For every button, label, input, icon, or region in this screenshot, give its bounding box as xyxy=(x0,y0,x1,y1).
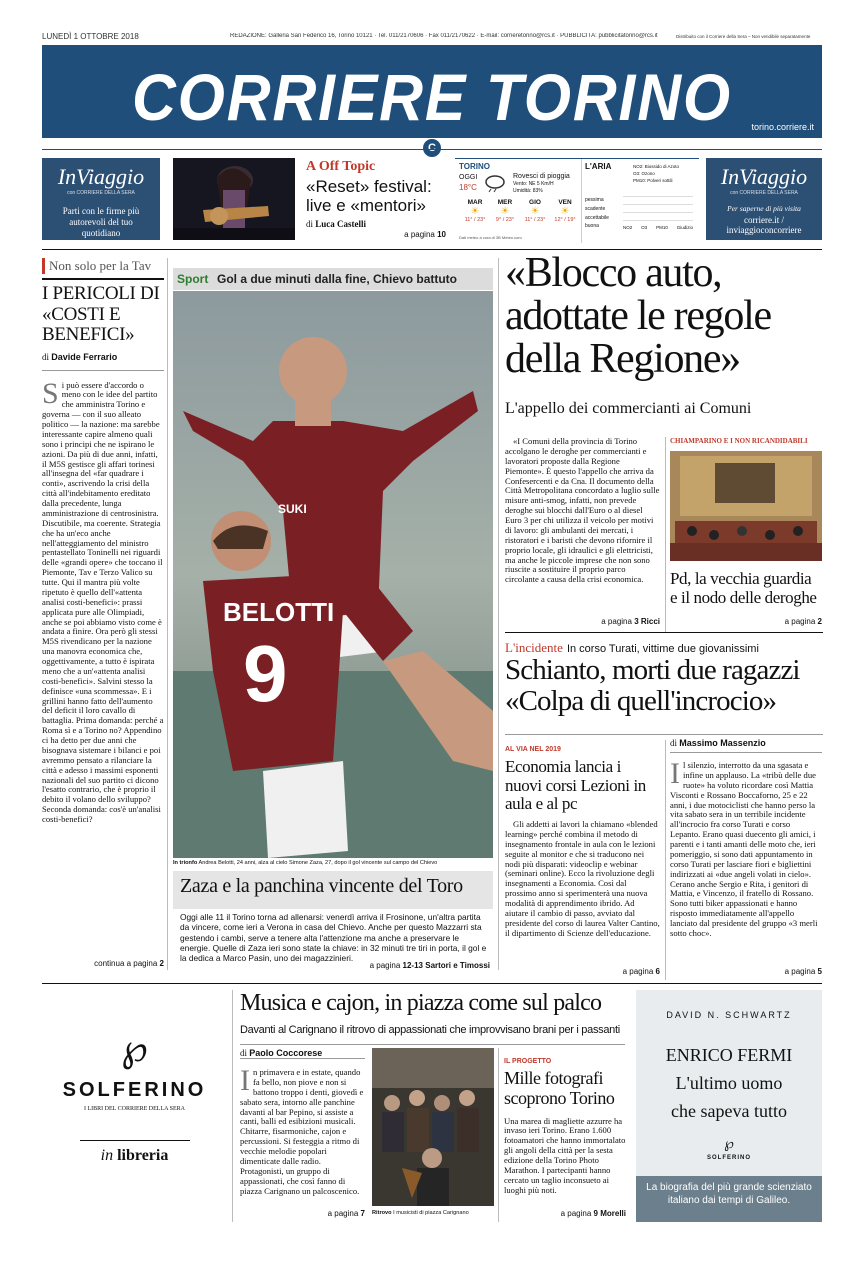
air-title: L'ARIA xyxy=(585,162,612,171)
book-title-line3: che sapeva tutto xyxy=(671,1100,787,1121)
newspaper-title: CORRIERE TORINO xyxy=(131,60,732,134)
masthead-rule xyxy=(42,149,822,150)
piazza-musicians-image xyxy=(372,1048,494,1206)
editorial-author: Davide Ferrario xyxy=(51,351,118,362)
photo-kicker: IL PROGETTO xyxy=(504,1058,552,1065)
sport-body: Oggi alle 11 il Torino torna ad allenarsi: venerdì arriva il Frosinone, un'altra partita da vincere, come ieri a Verona in casa del Chievo. Anche per questo Mazzarri sta gestendo i cambi, serve a tenere alta l'attenzione ma anche a preservare le energie. Quelle di Zaza ieri sono state la chiave: in 32 minuti tre tiri in porta, il gol e la dedica a Marco Pasin, uno dei magazzinieri. xyxy=(180,912,487,963)
book-ad[interactable] xyxy=(636,990,822,1222)
economy-kicker: AL VIA NEL 2019 xyxy=(505,746,561,753)
music-title: Musica e cajon, in piazza come sul palco xyxy=(240,990,602,1016)
weather-city: TORINO xyxy=(459,162,490,171)
sun-icon: ☀ xyxy=(530,206,540,217)
council-image xyxy=(670,451,822,561)
air-legend: NO2: Biossido di Azoto O3: Ozono PM10: Polveri sottili xyxy=(633,164,680,184)
shirt-number: 9 xyxy=(243,629,288,718)
issue-date: LUNEDÌ 1 OTTOBRE 2018 xyxy=(42,32,139,41)
guitarist-image xyxy=(173,158,295,240)
weather-today-label: OGGI xyxy=(459,174,478,181)
solferino-logo-icon: ℘ xyxy=(121,1028,148,1070)
photo-title: Mille fotografi scoprono Torino xyxy=(504,1068,615,1108)
sun-icon: ☀ xyxy=(560,206,570,217)
sun-cloud-icon: ☀ xyxy=(500,206,510,217)
music-caption: Ritrovo I musicisti di piazza Carignano xyxy=(372,1210,469,1216)
editorial-title: I PERICOLI DI «COSTI E BENEFICI» xyxy=(42,283,160,346)
book-publisher: SOLFERINO xyxy=(706,1155,751,1161)
book-tagline: La biografia del più grande scienziato italiano dai tempi di Galileo. xyxy=(636,1176,822,1222)
book-author: DAVID N. SCHWARTZ xyxy=(666,1010,792,1020)
massenzio-pageref: a pagina 5 xyxy=(784,967,822,976)
solferino-libreria: libreria xyxy=(117,1147,169,1164)
music-subtitle: Davanti al Carignano il ritrovo di appassionati che improvvisano brani per i passanti xyxy=(240,1024,620,1036)
offtopic-author: Luca Castelli xyxy=(315,219,367,230)
offtopic-kicker: A Off Topic xyxy=(306,159,376,174)
sport-title: Zaza e la panchina vincente del Toro xyxy=(180,875,463,897)
photo-pageref: a pagina 9 Morelli xyxy=(560,1209,626,1218)
chiamparino-block[interactable] xyxy=(670,437,822,607)
incident-title: Schianto, morti due ragazzi «Colpa di quell'incrocio» xyxy=(505,654,800,718)
massenzio-body: l silenzio, interrotto da una sgasata e infine un applauso. La «tribù delle due ruote» ha voluto ricordare così Mattia Visconti e Rossano Boccaforno, 25 e 22 anni, i due motociclisti che hanno perso la vita sabato sera in un terribile incidente all'incrocio fra corso Turati e corso Lepanto. Erano quasi duecento gli amici, i parenti e i tanti amanti delle moto che, ieri pomeriggio, si sono dati appuntamento in corso Turati per lasciare fiori e bigliettini indirizzati ai «due angeli volati in cielo». Cerano anche Sergio e Rita, i genitori di Mattia, e Vincenzo, il fratello di Rossano. Sono tutti biker appassionati e hanno risposto immediatamente all'appello lanciato dal presidente del gruppo «3 merli sotto choc». xyxy=(670,761,818,938)
music-photo xyxy=(372,1048,494,1206)
inviaggio-link[interactable]: corriere.it / inviaggioconcorriere xyxy=(726,215,802,235)
inviaggio-sub: con CORRIERE DELLA SERA xyxy=(730,190,798,196)
solferino-ad[interactable] xyxy=(42,990,227,1220)
offtopic-byline-prefix: di xyxy=(306,219,314,230)
photo-marathon-block[interactable] xyxy=(504,1058,626,1205)
inviaggio-title: InViaggio xyxy=(57,164,145,189)
editorial-kicker: Non solo per la Tav xyxy=(42,258,164,274)
newsroom-address: REDAZIONE: Galleria San Federico 16, Torino 10121 · Tel. 011/2170606 · Fax 011/2170622 · E-mail: corrieretorino@rcs.it · PUBBLICITÀ: pubblicitatorino@rcs.it xyxy=(230,33,658,39)
music-author: Paolo Coccorese xyxy=(249,1048,323,1058)
weather-wind: Vento: NE 5 Km/H xyxy=(513,181,554,187)
massenzio-block[interactable]: di Massimo Massenzio Il silenzio, interrotto da una sgasata e infine un applauso. La «tribù delle due ruote» ha voluto ricordare così Mattia Visconti e Rossano Boccaforno, 25 e 22 anni, i due motociclisti che hanno perso la vita sabato sera in un terribile incidente all'incrocio fra corso Turati e corso Lepanto. Erano quasi duecento gli amici, i parenti e i tanti amanti delle moto che, ieri pomeriggio, si sono dati appuntamento in corso Turati per lasciare fiori e bigliettini indirizzati ai «due angeli volati in cielo». Cerano anche Sergio e Rita, i genitori di Mattia, e Vincenzo, il fratello di Rossano. Sono tutti biker appassionati e hanno risposto immediatamente all'appello lanciato dal presidente del gruppo «3 merli sotto choc». xyxy=(670,738,822,979)
air-levels: pessima scadente accettabile buona xyxy=(585,197,609,230)
weather-credit: Dati meteo a cura di 3B Meteo.com xyxy=(459,235,522,240)
lead-body: «I Comuni della provincia di Torino accolgano le deroghe per commercianti e lavoratori proposte dalla Regione Piemonte». È questo l'appello che arriva da Confesercenti e da Cna. Il documento della Città Metropolitana concordato a luglio sulle misure anti-smog, infatti, non prevede deroghe sui blocchi dall'Euro o al diesel Euro 3 per chi utilizza il veicolo per motivi di lavoro: gli ambulanti dei mercati, i ristoratori e i baristi che devono rifornire il proprio locale, gli idraulici e gli elettricisti, ma anche le piccole imprese che non sono riuscite a sostituire il proprio parco circolante a causa della crisi economica. xyxy=(505,437,660,585)
music-body: n primavera e in estate, quando fa bello, non piove e non si battono troppo i denti, giovedì e sabato sera, intorno alle panchine davanti al bar Pepino, si assiste a canti, balli ed esibizioni musicali. Chitarre, fisarmoniche, cajon e percussioni. Si festeggia a ritmo di vecchie melodie popolari dimenticate dalle radio. Protagonisti, un gruppo di appassionati, che così fanno di piazza Carignano un palcoscenico. xyxy=(240,1068,364,1196)
offtopic-title: «Reset» festival: live e «mentori» xyxy=(306,177,432,216)
inviaggio-text: Parti con le firme più autorevoli del tuo quotidiano xyxy=(62,206,140,238)
offtopic-block[interactable] xyxy=(306,159,446,229)
forecast-day: GIO ☀ 11° / 23° xyxy=(521,199,549,223)
corriere-logo-icon: C xyxy=(423,139,441,157)
sport-kicker-title: Gol a due minuti dalla fine, Chievo battuto xyxy=(217,272,458,286)
sun-cloud-icon: ☀ xyxy=(470,206,480,217)
chiamparino-kicker: CHIAMPARINO E I NON RICANDIDABILI xyxy=(670,437,808,445)
music-byline: di Paolo Coccorese xyxy=(240,1048,323,1058)
celebration-image xyxy=(173,291,493,858)
lead-title: «Blocco auto, adottate le regole della Regione» xyxy=(505,250,771,382)
offtopic-photo xyxy=(173,158,295,240)
masthead xyxy=(42,45,822,138)
cloud-rain-icon xyxy=(483,173,507,193)
dropcap: S xyxy=(42,380,59,410)
book-titles xyxy=(636,1042,822,1126)
chiamparino-title: Pd, la vecchia guardia e il nodo delle deroghe xyxy=(670,569,817,608)
editorial-continuation: continua a pagina 2 xyxy=(94,959,164,968)
incident-kicker-text: In corso Turati, vittime due giovanissimi xyxy=(566,643,759,655)
incident-kicker: L'incidente xyxy=(505,640,563,655)
music-pageref: a pagina 7 xyxy=(327,1209,365,1218)
forecast-day: MER ☀ 9° / 23° xyxy=(491,199,519,223)
weather-box xyxy=(455,158,699,242)
solferino-in: in xyxy=(100,1147,114,1164)
top-strip xyxy=(42,32,822,44)
inviaggio-title: InViaggio xyxy=(720,164,808,189)
forecast-day: VEN ☀ 12° / 19° xyxy=(551,199,579,223)
dropcap: I xyxy=(670,761,680,790)
offtopic-pageref: a pagina 10 xyxy=(404,230,446,239)
weather-humidity: Umidità: 83% xyxy=(513,188,543,194)
book-title-main: ENRICO FERMI xyxy=(665,1045,793,1065)
inviaggio-promo-left[interactable] xyxy=(42,158,160,240)
website-url[interactable]: torino.corriere.it xyxy=(751,122,814,132)
shirt-name: BELOTTI xyxy=(223,597,335,627)
council-photo xyxy=(670,451,822,561)
massenzio-author: Massimo Massenzio xyxy=(679,738,766,748)
economy-block[interactable] xyxy=(505,746,660,960)
inviaggio-sub: con CORRIERE DELLA SERA xyxy=(67,190,135,196)
air-axis: NO2 O3 PM10 Giudizio xyxy=(623,225,693,230)
economy-pageref: a pagina 6 xyxy=(622,967,660,976)
sport-photo xyxy=(173,291,493,858)
distribution-note: Distribuito con il Corriere della Sera – Non vendibile separatamente xyxy=(676,34,811,39)
sport-kicker: Sport xyxy=(177,272,209,286)
forecast-day: MAR ☀ 11° / 23° xyxy=(461,199,489,223)
shirt-sponsor: SUKI xyxy=(278,502,307,516)
left-editorial[interactable]: Non solo per la Tav I PERICOLI DI «COSTI E BENEFICI» di Davide Ferrario Si può essere d'accordo o meno con le idee del partito che amministra Torino e governa — con il suo alleato politico — la nazione: ma sarebbe interessante capire almeno quali sono i principi che ne ispirano le azioni. Da più di due anni, infatti, il M5S gestisce gli affari torinesi all'insegna del «far quadrare i conti», ascrivendo la crisi della città all'indebitamento ereditato dalla precedente, lunga amministrazione di centrosinistra. Discutibile, ma coerente. Strategia che ha un'eco anche nell'atteggiamento del ministro pentastellato Toninelli nei riguardi delle «grandi opere» che toccano il Piemonte, Tav e Terzo Valico su tutte. Qui il mantra più volte ripetuto è quello dell'«attenta analisi costi-benefici»: prassi applicata pure alle Olimpiadi, anche se poi abbiamo visto come è andata a finire. Ora però gli stessi M5S rivendicano per la nazione una manovra economica che, oggettivamente, a tutto è ispirata meno che a un'«attenta analisi costi-benefici». Salvini stesso la definisce «una scommessa». E i grillini hanno fatto dell'aumento del deficit il loro cavallo di battaglia. Prima domanda: perché a Roma sì e a Torino no? Appendino ci ha detto per due anni che bisognava sistemare i bilanci e poi avremmo pensato a rilanciare la città e adesso i massimi esponenti nazionali del suo partito ci dicono l'esatto contrario, che è proprio il debito il volano dello sviluppo? Seconda domanda: cos'è un'analisi costi-benefici? xyxy=(42,258,164,825)
book-logo-icon: ℘ xyxy=(724,1137,734,1152)
solferino-brand: SOLFERINO xyxy=(62,1079,207,1101)
inviaggio-text: Per saperne di più visita xyxy=(727,204,801,213)
lead-subtitle: L'appello dei commercianti ai Comuni xyxy=(505,400,752,417)
sport-kicker-bar xyxy=(173,268,493,290)
inviaggio-promo-right[interactable] xyxy=(706,158,822,240)
sport-caption: In trionfo Andrea Belotti, 24 anni, alza al cielo Simone Zaza, 27, dopo il gol vincente sul campo del Chievo xyxy=(173,860,438,866)
music-article xyxy=(240,1068,365,1220)
book-title-line2: L'ultimo uomo xyxy=(675,1072,783,1093)
weather-today-temp: 18°C xyxy=(459,183,477,192)
sport-pageref: a pagina 12-13 Sartori e Timossi xyxy=(369,961,490,970)
chiamparino-pageref: a pagina 2 xyxy=(784,617,822,626)
economy-body: Gli addetti ai lavori la chiamano «blended learning» perché combina il metodo di insegnamento frontale in aula con le lezioni seguite al monitor e che si traducono nei nodi più disparati: videoclip e webinar (seminari online). Ecco la rivoluzione degli insegnamenti a Economia. Così dal prossimo anno si sperimenterà una nuova modalità di apprendimento ibrido. Ad aiutare il cambio di passo, avviato dal presidente del corso di laurea Valter Cantino, il dipartimento di Scienze dell'educazione. xyxy=(505,820,660,938)
solferino-sub: I LIBRI DEL CORRIERE DELLA SERA xyxy=(84,1106,185,1112)
photo-body: Una marea di magliette azzurre ha invaso ieri Torino. Erano 1.600 fotoamatori che hanno immortalato gli angoli della città per la sesta edizione della Torino Photo Marathon. I partecipanti hanno cercato un taglio inconsueto ai luoghi più noti. xyxy=(504,1116,626,1195)
lead-pageref: a pagina 3 Ricci xyxy=(601,617,660,626)
weather-today-desc: Rovesci di pioggia xyxy=(513,173,570,180)
dropcap: I xyxy=(240,1068,250,1097)
economy-title: Economia lancia i nuovi corsi Lezioni in aula e al pc xyxy=(505,757,646,814)
editorial-body: i può essere d'accordo o meno con le idee del partito che amministra Torino e governa — con il suo alleato politico — la nazione: ma sarebbe interessante capire almeno quali sono i principi che ne ispirano le azioni. Da più di due anni, infatti, il M5S gestisce gli affari torinesi all'insegna del «far quadrare i conti», ascrivendo la crisi della città all'indebitamento ereditato dalla precedente, lunga amministrazione di centrosinistra. Discutibile, ma coerente. Strategia che ha un'eco anche nell'atteggiamento del ministro pentastellato Toninelli nei riguardi delle «grandi opere» che toccano il Piemonte, Tav e Terzo Valico su tutte. Qui il mantra più volte ripetuto è quello dell'«attenta analisi costi-benefici»: prassi applicata pure alle Olimpiadi, anche se poi abbiamo visto come è andata a finire. Ora però gli stessi M5S rivendicano per la nazione una manovra economica che, oggettivamente, a tutto è ispirata meno che a un'«attenta analisi costi-benefici». Salvini stesso la definisce «una scommessa». E i grillini hanno fatto dell'aumento del deficit il loro cavallo di battaglia. Prima domanda: perché a Roma sì e a Torino no? Appendino ci ha detto per due anni che bisognava sistemare i bilanci e poi avremmo pensato a rilanciare la città e adesso i massimi esponenti nazionali del suo partito ci dicono l'esatto contrario, che è proprio il debito il volano dello sviluppo? Seconda domanda: cos'è un'analisi costi-benefici? xyxy=(42,380,164,825)
